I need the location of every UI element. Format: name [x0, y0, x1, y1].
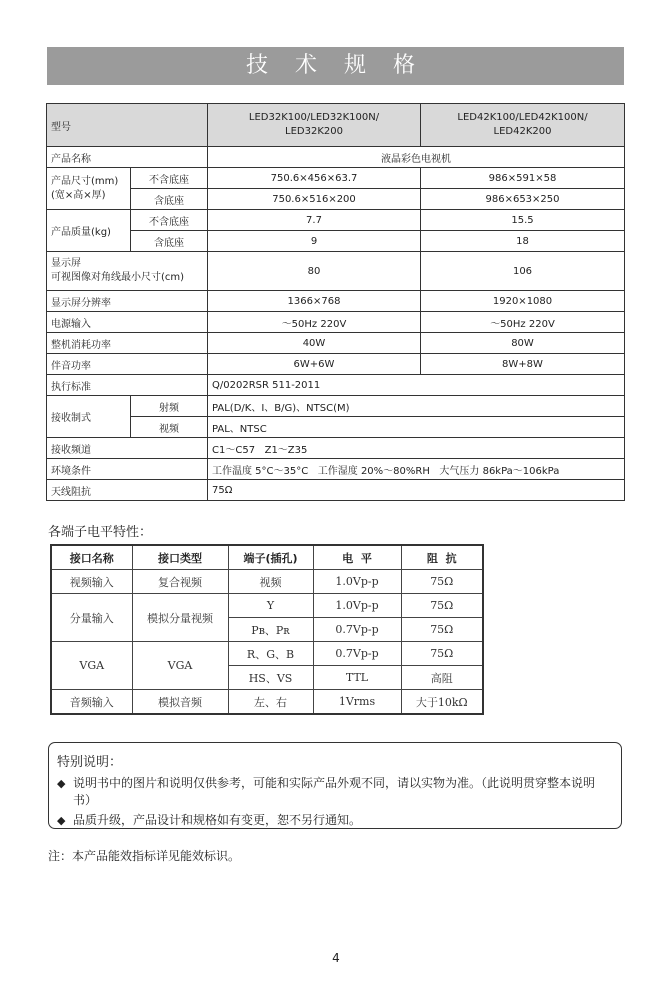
- cell-label: 电源输入: [47, 312, 208, 333]
- cell-sublabel: 含底座: [131, 189, 208, 210]
- cell-sublabel: 不含底座: [131, 168, 208, 189]
- table-row: [47, 252, 625, 291]
- footnote: 注：本产品能效指标详见能效标识。: [48, 849, 241, 863]
- table-row: [47, 333, 625, 354]
- cell-label: 伴音功率: [47, 354, 208, 375]
- table-cell: 模拟音频: [132, 690, 228, 715]
- diamond-bullet-icon: ◆: [57, 777, 66, 790]
- table-cell: 视频输入: [51, 570, 132, 594]
- table-cell: Y: [228, 594, 313, 618]
- cell-value: 1920×1080: [421, 291, 625, 312]
- cell-value: Q/0202RSR 511-2011: [208, 375, 625, 396]
- table-row: [47, 417, 625, 438]
- cell-value: 80W: [421, 333, 625, 354]
- list-item: [57, 812, 613, 829]
- table-cell: HS、VS: [228, 666, 313, 690]
- table-row: [47, 480, 625, 501]
- table-cell: 0.7Vp-p: [313, 618, 401, 642]
- table-cell: Pʙ、Pʀ: [228, 618, 313, 642]
- cell-value: PAL、NTSC: [208, 417, 625, 438]
- cell-value: 40W: [208, 333, 421, 354]
- table-cell: 1.0Vp-p: [313, 570, 401, 594]
- table-cell: VGA: [51, 642, 132, 690]
- cell-value: 15.5: [421, 210, 625, 231]
- cell-sublabel: 视频: [131, 417, 208, 438]
- table-row: [47, 168, 625, 189]
- cell-value: C1～C57 Z1～Z35: [208, 438, 625, 459]
- cell-value: 986×591×58: [421, 168, 625, 189]
- table-row: [51, 594, 483, 618]
- table-cell: 1.0Vp-p: [313, 594, 401, 618]
- table-row: [47, 375, 625, 396]
- table-row: [47, 147, 625, 168]
- cell-value: PAL(D/K、I、B/G)、NTSC(M): [208, 396, 625, 417]
- table-cell: 分量输入: [51, 594, 132, 642]
- table-cell: 大于10kΩ: [401, 690, 483, 715]
- table-cell: 75Ω: [401, 618, 483, 642]
- page-title: 技 术 规 格: [47, 47, 624, 85]
- cell-label: 环境条件: [47, 459, 208, 480]
- cell-value: 8W+8W: [421, 354, 625, 375]
- table-header-row: [51, 545, 483, 570]
- model-b: LED42K100/LED42K100N/ LED42K200: [421, 104, 625, 147]
- cell-sublabel: 含底座: [131, 231, 208, 252]
- cell-label: 产品质量(kg): [47, 210, 131, 252]
- special-notes-box: [48, 742, 622, 829]
- column-header: 接口类型: [132, 545, 228, 570]
- column-header: 阻 抗: [401, 545, 483, 570]
- cell-value: ～50Hz 220V: [208, 312, 421, 333]
- cell-label: 显示屏 可视图像对角线最小尺寸(cm): [47, 252, 208, 291]
- cell-value: 6W+6W: [208, 354, 421, 375]
- table-row: [47, 396, 625, 417]
- cell-value: 106: [421, 252, 625, 291]
- note-text: 说明书中的图片和说明仅供参考，可能和实际产品外观不同，请以实物为准。（此说明贯穿整本说明书）: [73, 776, 596, 807]
- table-row: [47, 104, 625, 147]
- cell-label: 产品尺寸(mm) (宽×高×厚): [47, 168, 131, 210]
- cell-value: 18: [421, 231, 625, 252]
- cell-value: 986×653×250: [421, 189, 625, 210]
- table-row: [47, 459, 625, 480]
- table-cell: 模拟分量视频: [132, 594, 228, 642]
- cell-value: 工作温度 5°C～35°C 工作湿度 20%～80%RH 大气压力 86kPa～106kPa: [208, 459, 625, 480]
- table-cell: 视频: [228, 570, 313, 594]
- ports-section-title: 各端子电平特性：: [48, 525, 153, 540]
- table-row: [47, 231, 625, 252]
- table-row: [47, 189, 625, 210]
- cell-value: 750.6×456×63.7: [208, 168, 421, 189]
- table-cell: TTL: [313, 666, 401, 690]
- cell-value: 75Ω: [208, 480, 625, 501]
- table-cell: 高阻: [401, 666, 483, 690]
- table-cell: 75Ω: [401, 570, 483, 594]
- table-row: [47, 210, 625, 231]
- model-label: 型号: [47, 104, 208, 147]
- cell-label: 显示屏分辨率: [47, 291, 208, 312]
- spec-table: [46, 103, 625, 501]
- table-row: [47, 354, 625, 375]
- table-cell: 75Ω: [401, 642, 483, 666]
- table-row: [47, 291, 625, 312]
- table-cell: VGA: [132, 642, 228, 690]
- cell-label: 接收制式: [47, 396, 131, 438]
- table-cell: 75Ω: [401, 594, 483, 618]
- cell-label: 整机消耗功率: [47, 333, 208, 354]
- cell-value: 750.6×516×200: [208, 189, 421, 210]
- table-row: [51, 642, 483, 666]
- diamond-bullet-icon: ◆: [57, 814, 66, 827]
- table-row: [51, 690, 483, 715]
- cell-value: ～50Hz 220V: [421, 312, 625, 333]
- column-header: 电 平: [313, 545, 401, 570]
- table-row: [47, 438, 625, 459]
- table-cell: 左、右: [228, 690, 313, 715]
- cell-sublabel: 射频: [131, 396, 208, 417]
- cell-value: 7.7: [208, 210, 421, 231]
- ports-table: [50, 544, 484, 715]
- cell-label: 接收频道: [47, 438, 208, 459]
- notes-title: 特别说明：: [57, 755, 123, 770]
- column-header: 接口名称: [51, 545, 132, 570]
- cell-value: 液晶彩色电视机: [208, 147, 625, 168]
- note-text: 品质升级，产品设计和规格如有变更，恕不另行通知。: [73, 813, 362, 827]
- table-cell: 0.7Vp-p: [313, 642, 401, 666]
- list-item: [57, 775, 613, 809]
- cell-label: 执行标准: [47, 375, 208, 396]
- cell-value: 80: [208, 252, 421, 291]
- table-cell: 1Vrms: [313, 690, 401, 715]
- cell-label: 产品名称: [47, 147, 208, 168]
- cell-value: 9: [208, 231, 421, 252]
- table-row: [47, 312, 625, 333]
- cell-sublabel: 不含底座: [131, 210, 208, 231]
- page-number: 4: [332, 951, 340, 965]
- cell-value: 1366×768: [208, 291, 421, 312]
- table-cell: R、G、B: [228, 642, 313, 666]
- table-cell: 音频输入: [51, 690, 132, 715]
- table-cell: 复合视频: [132, 570, 228, 594]
- model-a: LED32K100/LED32K100N/ LED32K200: [208, 104, 421, 147]
- column-header: 端子(插孔): [228, 545, 313, 570]
- table-row: [51, 570, 483, 594]
- cell-label: 天线阻抗: [47, 480, 208, 501]
